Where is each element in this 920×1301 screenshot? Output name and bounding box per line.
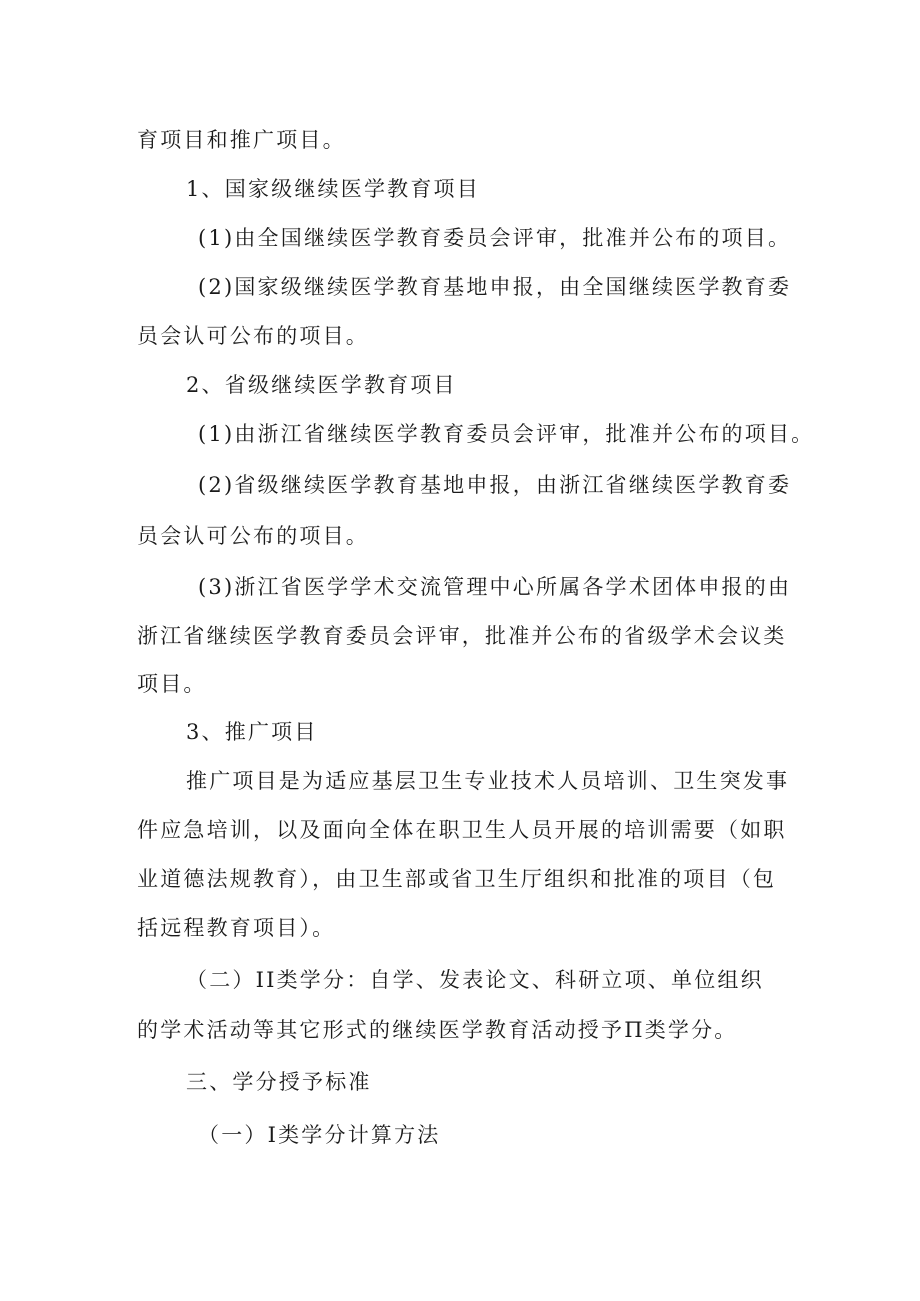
text-line: 推广项目是为适应基层卫生专业技术人员培训、卫生突发事 — [186, 769, 790, 793]
text-line: 件应急培训，以及面向全体在职卫生人员开展的培训需要（如职 — [137, 818, 787, 842]
text-line: (2)省级继续医学教育基地申报，由浙江省继续医学教育委 — [198, 473, 792, 497]
text-line: (1)由全国继续医学教育委员会评审，批准并公布的项目。 — [198, 226, 792, 250]
text-line: 括远程教育项目）。 — [137, 916, 336, 940]
text-line: （二）II类学分：自学、发表论文、科研立项、单位组织 — [186, 968, 764, 992]
text-line: 业道德法规教育），由卫生部或省卫生厅组织和批准的项目（包 — [137, 867, 777, 891]
text-line: 2、省级继续医学教育项目 — [186, 373, 457, 397]
text-line: 3、推广项目 — [186, 720, 318, 744]
text-line: 项目。 — [137, 672, 207, 696]
text-line: 1、国家级继续医学教育项目 — [186, 177, 480, 201]
text-line: 员会认可公布的项目。 — [137, 324, 369, 348]
text-line: 的学术活动等其它形式的继续医学教育活动授予Π类学分。 — [137, 1018, 738, 1042]
text-line: 三、学分授予标准 — [186, 1070, 372, 1094]
text-line: (2)国家级继续医学教育基地申报，由全国继续医学教育委 — [198, 275, 792, 299]
text-line: (1)由浙江省继续医学教育委员会评审，批准并公布的项目。 — [198, 422, 815, 446]
text-line: 员会认可公布的项目。 — [137, 524, 369, 548]
text-line: (3)浙江省医学学术交流管理中心所属各学术团体申报的由 — [198, 575, 792, 599]
text-line: （一）Ⅰ类学分计算方法 — [198, 1123, 441, 1147]
text-line: 浙江省继续医学教育委员会评审，批准并公布的省级学术会议类 — [137, 624, 787, 648]
text-line: 育项目和推广项目。 — [137, 128, 346, 152]
